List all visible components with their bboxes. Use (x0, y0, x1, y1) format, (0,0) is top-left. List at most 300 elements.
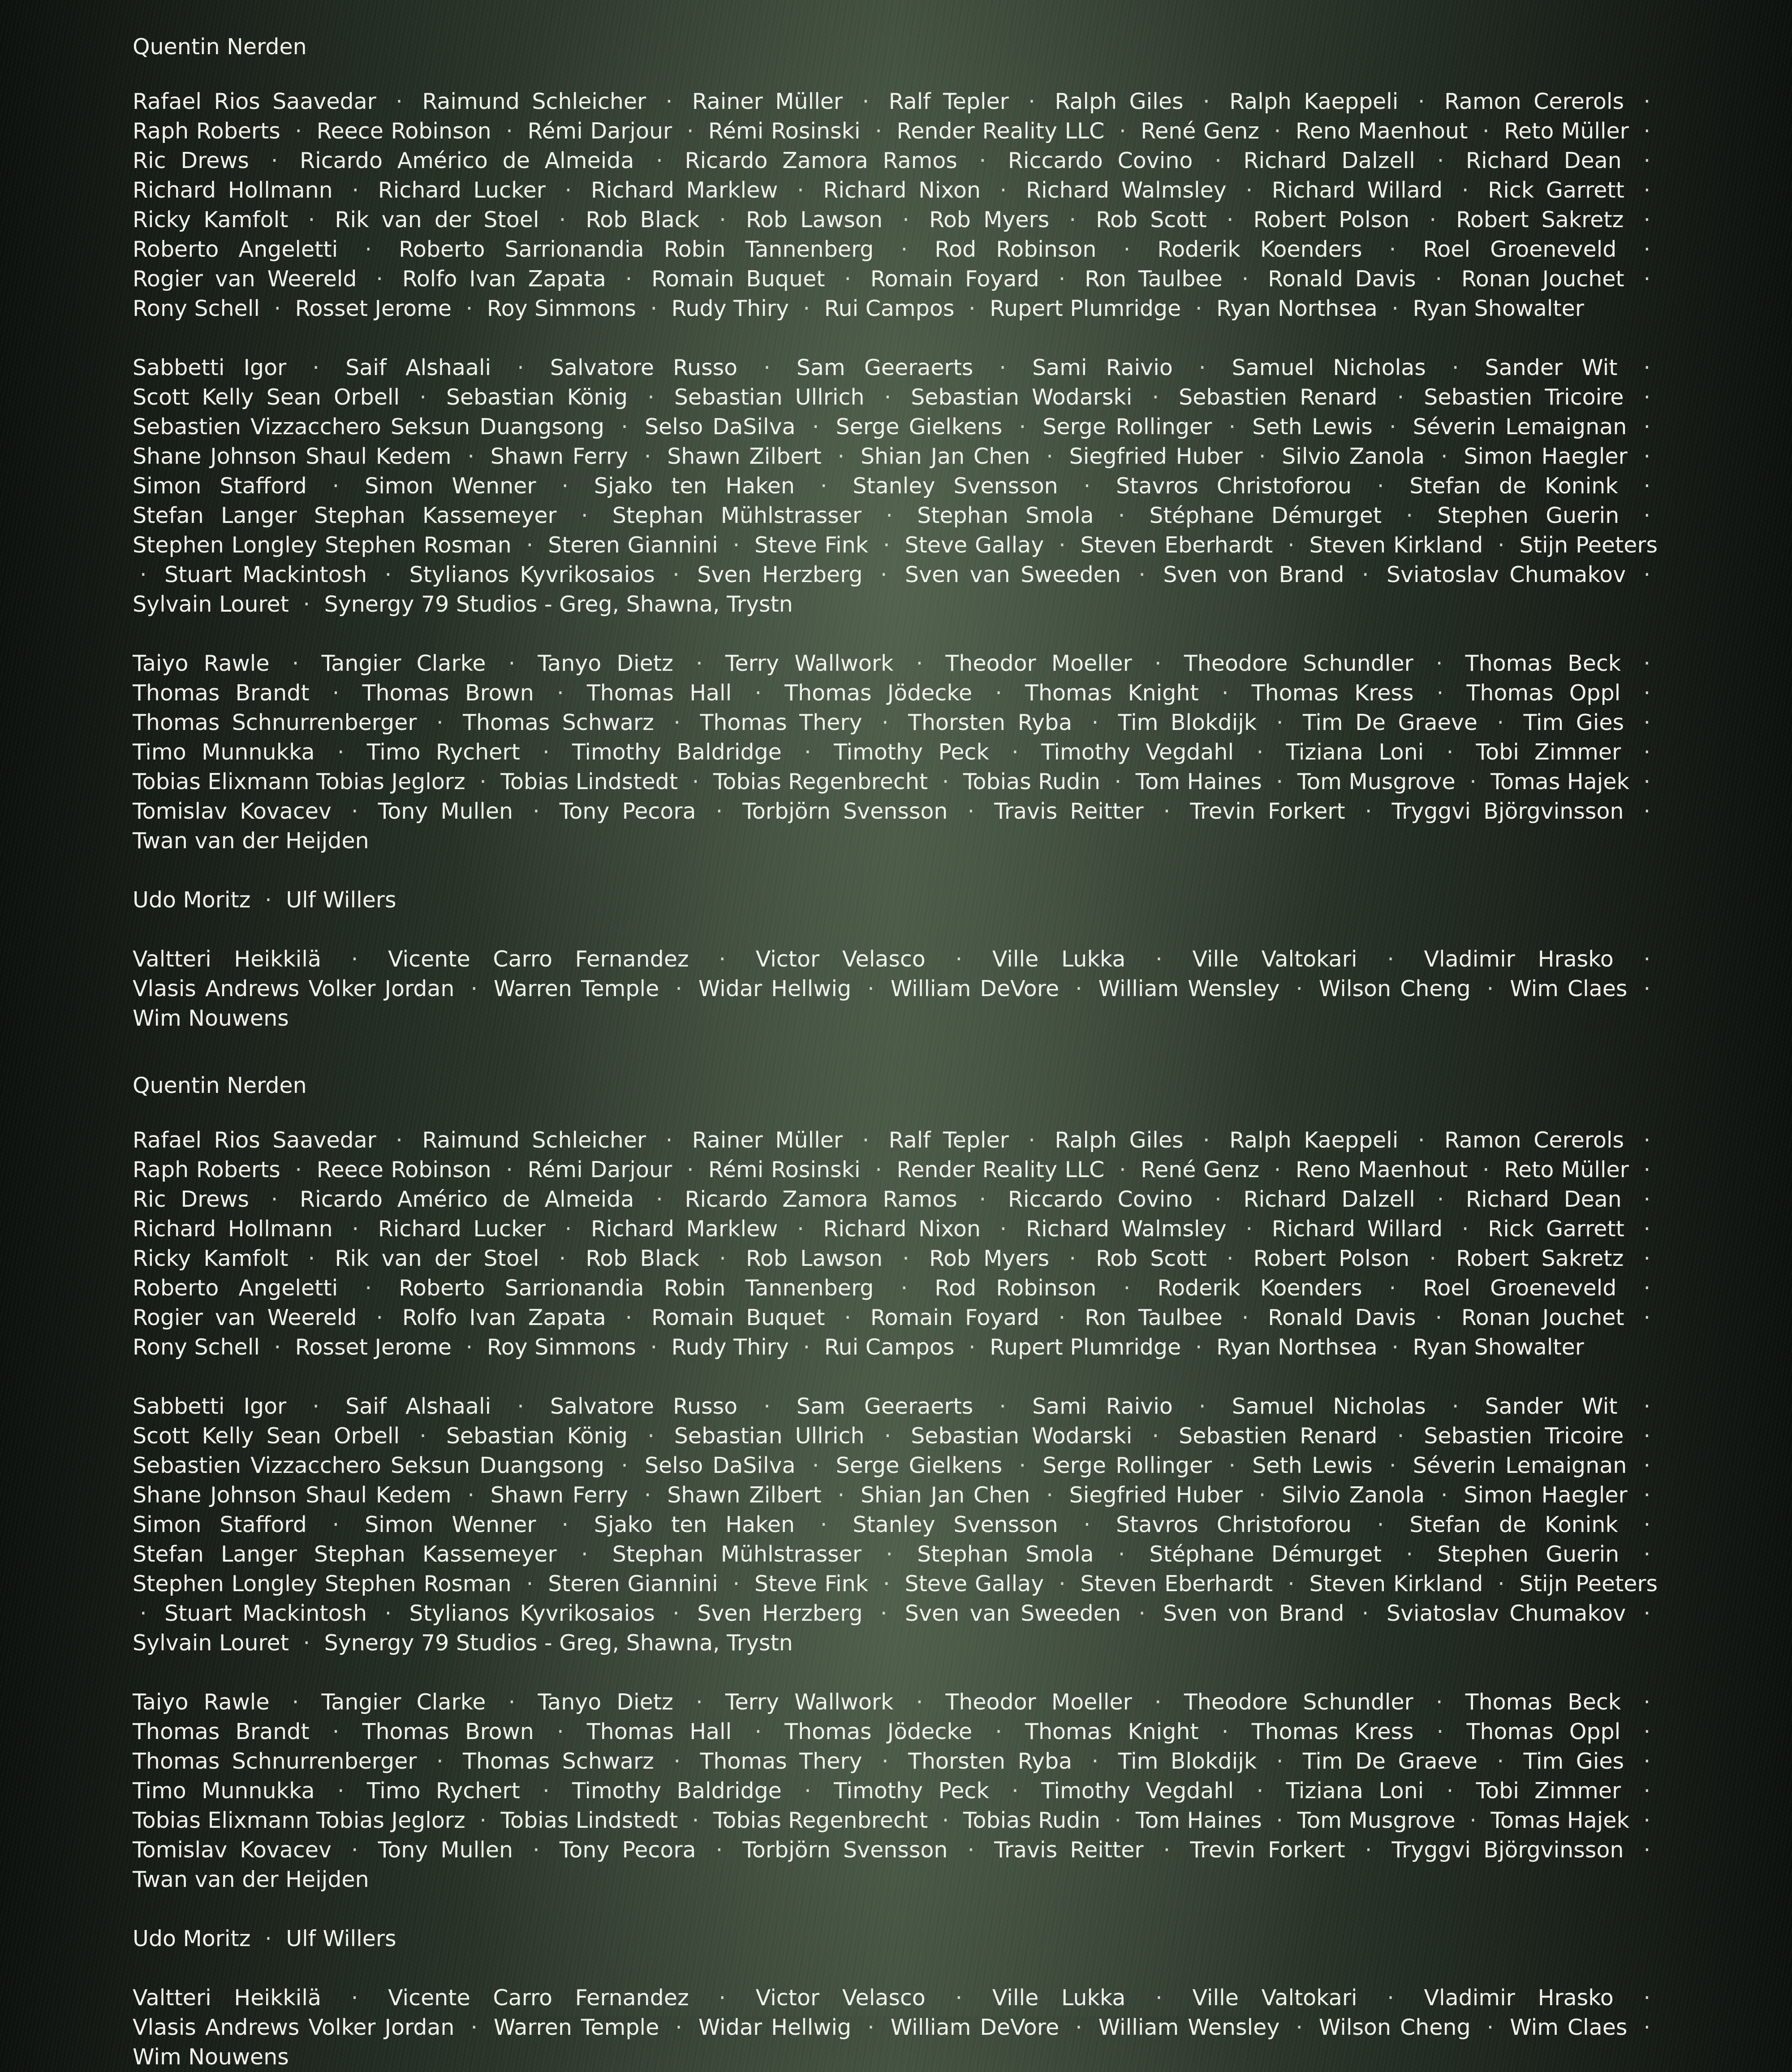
credit-name: Reece Robinson (316, 1157, 491, 1183)
name-separator: · (862, 89, 870, 114)
name-separator: · (672, 1601, 680, 1626)
credit-name: Rui Campos (824, 1334, 955, 1360)
letter-group (133, 1126, 1658, 1362)
name-separator: · (1119, 1157, 1126, 1183)
credit-name: Sebastien Vizzacchero Seksun Duangsong (133, 414, 605, 440)
name-separator: · (1069, 1246, 1076, 1271)
name-separator: · (1138, 562, 1146, 587)
credit-name: Steven Kirkland (1309, 1571, 1483, 1597)
credit-name: Vicente Carro Fernandez (388, 946, 689, 972)
name-separator: · (1643, 946, 1651, 972)
name-separator: · (1643, 1512, 1651, 1537)
credit-name: Torbjörn Svensson (742, 799, 948, 824)
credit-name: Stuart Mackintosh (164, 1601, 367, 1626)
name-separator: · (692, 769, 699, 794)
name-separator: · (292, 1689, 299, 1715)
name-separator: · (886, 503, 893, 528)
name-separator: · (1643, 2015, 1651, 2040)
credit-name: Terry Wallwork (725, 1689, 894, 1715)
credit-name: Stanley Svensson (853, 1512, 1058, 1537)
name-separator: · (820, 1512, 827, 1537)
name-separator: · (1256, 1778, 1264, 1804)
name-separator: · (561, 473, 569, 499)
name-separator: · (719, 207, 726, 233)
name-separator: · (1012, 739, 1019, 765)
credit-name: Rainer Müller (692, 1127, 843, 1153)
credit-name: Robert Sakretz (1456, 207, 1624, 233)
name-separator: · (942, 1808, 949, 1833)
credit-name: Sjako ten Haken (594, 1512, 795, 1537)
name-separator: · (1059, 532, 1066, 558)
name-separator: · (763, 355, 771, 380)
credit-name: Steve Fink (754, 1571, 869, 1597)
name-separator: · (1436, 680, 1444, 706)
credit-name: Roel Groeneveld (1423, 1275, 1617, 1301)
credits-block-1 (133, 32, 1658, 1033)
credits-block-2 (133, 1071, 1658, 2072)
name-separator: · (803, 296, 810, 321)
name-separator: · (692, 1808, 699, 1833)
name-separator: · (715, 1837, 723, 1863)
name-separator: · (384, 1601, 392, 1626)
name-separator: · (337, 1778, 345, 1804)
name-separator: · (564, 1216, 572, 1242)
credit-name: Thomas Knight (1025, 1719, 1199, 1744)
name-separator: · (1221, 1719, 1229, 1744)
name-separator: · (1245, 177, 1253, 203)
credit-name: Tobias Rudin (963, 1808, 1100, 1833)
letter-group (133, 649, 1658, 856)
name-separator: · (1203, 1127, 1210, 1153)
name-separator: · (1406, 503, 1413, 528)
credit-name: Sebastien Vizzacchero Seksun Duangsong (133, 1453, 605, 1478)
name-separator: · (797, 1216, 804, 1242)
name-separator: · (1195, 296, 1202, 321)
name-separator: · (1643, 1689, 1650, 1715)
name-separator: · (1228, 414, 1236, 440)
name-separator: · (673, 710, 681, 735)
name-separator: · (1469, 1808, 1477, 1833)
name-separator: · (1389, 414, 1396, 440)
name-separator: · (1643, 266, 1651, 292)
name-separator: · (351, 1985, 358, 2011)
credit-name: René Genz (1141, 1157, 1259, 1183)
name-separator: · (621, 1453, 628, 1478)
credit-name: Stephen Longley Stephen Rosman (133, 532, 512, 558)
name-separator: · (1152, 384, 1159, 410)
name-separator: · (1643, 177, 1651, 203)
credit-name: Sebastien Renard (1179, 384, 1378, 410)
credit-name: Rafael Rios Saavedar (133, 89, 376, 114)
name-separator: · (719, 1246, 726, 1271)
name-separator: · (508, 651, 516, 676)
name-separator: · (1643, 1187, 1651, 1212)
name-separator: · (804, 739, 811, 765)
credit-name: Ricardo Zamora Ramos (685, 1187, 957, 1212)
credit-name: Scott Kelly Sean Orbell (133, 1423, 400, 1449)
credit-name: Vicente Carro Fernandez (388, 1985, 689, 2011)
name-separator: · (1241, 1305, 1249, 1330)
credit-name: Stefan de Konink (1409, 1512, 1618, 1537)
credit-name: Siegfried Huber (1069, 444, 1243, 469)
credit-name: Tim Gies (1523, 710, 1624, 735)
credit-name: Roberto Angeletti (133, 1275, 338, 1301)
name-separator: · (419, 1423, 426, 1449)
name-separator: · (1365, 1837, 1372, 1863)
name-separator: · (581, 503, 588, 528)
credit-name: Roel Groeneveld (1423, 237, 1617, 262)
name-separator: · (1643, 1808, 1650, 1833)
name-separator: · (1435, 266, 1443, 292)
name-separator: · (396, 1127, 403, 1153)
credit-name: Timothy Vegdahl (1041, 1778, 1234, 1804)
credit-name: Rosset Jerome (295, 1334, 452, 1360)
name-separator: · (995, 680, 1002, 706)
credit-name: Rod Robinson (935, 237, 1097, 262)
name-separator: · (647, 384, 655, 410)
credit-name: Thomas Brandt (133, 680, 310, 706)
credit-name: Taiyo Rawle (133, 1689, 270, 1715)
name-separator: · (1046, 1482, 1053, 1508)
name-separator: · (1469, 769, 1477, 794)
name-separator: · (1069, 207, 1076, 233)
name-separator: · (942, 769, 949, 794)
credit-name: Reece Robinson (316, 118, 491, 144)
credit-name: Rupert Plumridge (990, 296, 1181, 321)
credit-name: Rémi Rosinski (708, 118, 861, 144)
name-separator: · (916, 651, 923, 676)
credit-name: Wim Nouwens (133, 1006, 289, 1031)
credit-name: Tobias Lindstedt (500, 769, 678, 794)
name-separator: · (884, 1423, 892, 1449)
name-separator: · (1241, 266, 1249, 292)
credit-name: Sebastian König (446, 384, 628, 410)
name-separator: · (1114, 769, 1122, 794)
name-separator: · (886, 1541, 893, 1567)
name-separator: · (1643, 1305, 1651, 1330)
name-separator: · (883, 532, 890, 558)
credit-name: Steven Kirkland (1309, 532, 1483, 558)
credit-name: Shawn Zilbert (667, 444, 822, 469)
credit-name: Stijn Peeters (1519, 1571, 1658, 1597)
name-separator: · (1215, 1187, 1222, 1212)
credit-name: Terry Wallwork (725, 651, 894, 676)
credit-name: Salvatore Russo (550, 1394, 738, 1419)
name-separator: · (883, 1571, 890, 1597)
credit-name: Richard Marklew (590, 177, 778, 203)
credit-name: Rémi Darjour (527, 1157, 672, 1183)
credit-name: Stijn Peeters (1519, 532, 1658, 558)
credit-name: Raph Roberts (133, 1157, 280, 1183)
credit-name: Stefan de Konink (1409, 473, 1618, 499)
credit-name: Sander Wit (1485, 1394, 1618, 1419)
name-separator: · (837, 444, 845, 469)
credit-name: Richard Lucker (378, 1216, 546, 1242)
credit-name: Vladimir Hrasko (1424, 1985, 1614, 2011)
credit-name: Thomas Beck (1465, 651, 1621, 676)
name-separator: · (1288, 1571, 1295, 1597)
credit-name: Rob Black (586, 1246, 700, 1271)
name-separator: · (312, 355, 319, 380)
credit-name: Tomislav Kovacev (133, 799, 332, 824)
credit-name: Rui Campos (824, 296, 955, 321)
letter-group (133, 87, 1658, 324)
credit-name: Ville Lukka (992, 1985, 1126, 2011)
credit-name: Rony Schell (133, 296, 260, 321)
credit-name: Tomas Hajek (1490, 769, 1629, 794)
credit-name: Siegfried Huber (1069, 1482, 1243, 1508)
credit-name: Romain Buquet (651, 266, 825, 292)
name-separator: · (1114, 1808, 1122, 1833)
credit-name: Stephan Mühlstrasser (612, 503, 862, 528)
name-separator: · (1019, 414, 1026, 440)
name-separator: · (1391, 296, 1399, 321)
credit-name: Tim De Graeve (1302, 710, 1478, 735)
name-separator: · (650, 296, 658, 321)
credit-name: Stephen Guerin (1437, 503, 1620, 528)
credit-name: Rik van der Stoel (335, 1246, 539, 1271)
name-separator: · (479, 1808, 487, 1833)
credit-name: Trevin Forkert (1190, 1837, 1345, 1863)
credit-name: Udo Moritz (133, 1926, 251, 1951)
credit-name: Roderik Koenders (1157, 237, 1362, 262)
credit-name: Rainer Müller (692, 89, 843, 114)
credit-name: Tobias Regenbrecht (713, 769, 928, 794)
credit-name: Ron Taulbee (1085, 266, 1223, 292)
name-separator: · (1643, 1985, 1651, 2011)
name-separator: · (1387, 946, 1394, 972)
credit-name: Robert Sakretz (1456, 1246, 1624, 1271)
name-separator: · (1643, 680, 1651, 706)
credit-name: Richard Willard (1271, 1216, 1443, 1242)
credit-name: Tanyo Dietz (538, 651, 673, 676)
credit-name: Richard Walmsley (1025, 177, 1227, 203)
name-separator: · (1391, 1334, 1399, 1360)
credit-name: Rob Scott (1096, 207, 1207, 233)
credit-name: Rolfo Ivan Zapata (402, 1305, 606, 1330)
credits-heading: Quentin Nerden (133, 34, 307, 60)
name-separator: · (1643, 1601, 1651, 1626)
name-separator: · (1075, 976, 1082, 1001)
credit-name: René Genz (1141, 118, 1259, 144)
letter-group (133, 945, 1658, 1033)
name-separator: · (999, 1394, 1006, 1419)
letter-groups (133, 87, 1658, 1033)
credit-name: Theodor Moeller (945, 651, 1132, 676)
credit-name: Tryggvi Björgvinsson (1391, 799, 1624, 824)
name-separator: · (644, 1482, 651, 1508)
name-separator: · (556, 680, 564, 706)
credit-name: Warren Temple (494, 2015, 659, 2040)
name-separator: · (465, 1334, 473, 1360)
name-separator: · (1389, 1275, 1396, 1301)
letter-group (133, 1688, 1658, 1895)
credits-blocks (133, 32, 1658, 2072)
name-separator: · (875, 118, 882, 144)
name-separator: · (812, 414, 819, 440)
credit-name: Sebastian König (446, 1423, 628, 1449)
credit-name: Stefan Langer Stephan Kassemeyer (133, 503, 557, 528)
credit-name: Sam Geeraerts (796, 355, 974, 380)
name-separator: · (804, 1778, 811, 1804)
name-separator: · (271, 148, 278, 173)
credit-name: Widar Hellwig (698, 2015, 852, 2040)
name-separator: · (1482, 118, 1490, 144)
credit-name: Roberto Sarrionandia Robin Tannenberg (399, 237, 874, 262)
name-separator: · (967, 1837, 975, 1863)
name-separator: · (880, 1601, 887, 1626)
name-separator: · (1452, 355, 1459, 380)
name-separator: · (1361, 1601, 1369, 1626)
credit-name: Sebastien Tricoire (1424, 1423, 1624, 1449)
credit-name: Tryggvi Björgvinsson (1391, 1837, 1624, 1863)
credit-name: Salvatore Russo (550, 355, 738, 380)
name-separator: · (1643, 1216, 1651, 1242)
name-separator: · (1643, 799, 1651, 824)
credit-name: Timo Rychert (366, 739, 520, 765)
credit-name: Sebastian Ullrich (674, 1423, 865, 1449)
name-separator: · (1397, 384, 1404, 410)
credit-name: Wim Nouwens (133, 2044, 289, 2070)
credit-name: Tobias Elixmann Tobias Jeglorz (133, 1808, 465, 1833)
name-separator: · (303, 591, 310, 617)
credit-name: Tiziana Loni (1286, 739, 1424, 765)
credit-name: Rogier van Weereld (133, 266, 357, 292)
name-separator: · (686, 118, 694, 144)
name-separator: · (1119, 118, 1126, 144)
name-separator: · (812, 1453, 819, 1478)
name-separator: · (732, 532, 740, 558)
name-separator: · (867, 976, 874, 1001)
credit-name: Sander Wit (1485, 355, 1618, 380)
credit-name: Ronan Jouchet (1461, 266, 1624, 292)
name-separator: · (1497, 710, 1504, 735)
name-separator: · (351, 1837, 358, 1863)
credit-name: Tom Musgrove (1297, 1808, 1456, 1833)
credit-name: Richard Dalzell (1243, 148, 1415, 173)
name-separator: · (508, 1689, 516, 1715)
name-separator: · (1274, 118, 1281, 144)
name-separator: · (1643, 444, 1651, 469)
name-separator: · (1083, 473, 1091, 499)
letter-group (133, 353, 1658, 619)
name-separator: · (1452, 1394, 1459, 1419)
name-separator: · (1012, 1778, 1019, 1804)
credits-heading: Quentin Nerden (133, 1073, 307, 1098)
name-separator: · (479, 769, 487, 794)
name-separator: · (1091, 1748, 1099, 1774)
name-separator: · (625, 266, 633, 292)
credit-name: Tanyo Dietz (538, 1689, 673, 1715)
name-separator: · (376, 1305, 383, 1330)
credit-name: Ryan Northsea (1216, 296, 1378, 321)
name-separator: · (902, 207, 909, 233)
credit-name: Steren Giannini (548, 532, 718, 558)
credit-name: Raph Roberts (133, 118, 280, 144)
name-separator: · (1437, 148, 1444, 173)
credit-name: Simon Haegler (1464, 444, 1628, 469)
name-separator: · (1028, 1127, 1035, 1153)
name-separator: · (686, 1157, 694, 1183)
name-separator: · (1276, 710, 1284, 735)
name-separator: · (1643, 503, 1651, 528)
credit-name: Raimund Schleicher (422, 1127, 646, 1153)
credit-name: Shane Johnson Shaul Kedem (133, 1482, 452, 1508)
credit-name: Shian Jan Chen (860, 1482, 1030, 1508)
name-separator: · (352, 1216, 359, 1242)
name-separator: · (1486, 2015, 1494, 2040)
name-separator: · (295, 1157, 302, 1183)
credit-name: Richard Dean (1465, 1187, 1622, 1212)
credit-name: Roberto Sarrionandia Robin Tannenberg (399, 1275, 874, 1301)
credit-name: Reno Maenhout (1295, 118, 1468, 144)
name-separator: · (1203, 89, 1210, 114)
credit-name: Rob Scott (1096, 1246, 1207, 1271)
credit-name: Thomas Knight (1025, 680, 1199, 706)
name-separator: · (1123, 237, 1131, 262)
credit-name: Valtteri Heikkilä (133, 946, 322, 972)
credit-name: Ralph Kaeppeli (1229, 89, 1399, 114)
credit-name: Romain Foyard (870, 1305, 1039, 1330)
name-separator: · (1221, 680, 1229, 706)
credit-name: Romain Foyard (870, 266, 1039, 292)
name-separator: · (656, 148, 663, 173)
name-separator: · (1461, 177, 1469, 203)
name-separator: · (1258, 1482, 1266, 1508)
name-separator: · (1091, 710, 1099, 735)
name-separator: · (1482, 1157, 1490, 1183)
name-separator: · (1643, 1748, 1651, 1774)
credit-name: Synergy 79 Studios - Greg, Shawna, Trystn (324, 1630, 793, 1656)
credit-name: Thorsten Ryba (908, 1748, 1073, 1774)
credit-name: Thomas Beck (1465, 1689, 1621, 1715)
credit-name: Riccardo Covino (1008, 1187, 1193, 1212)
credit-name: Richard Dean (1465, 148, 1622, 173)
name-separator: · (1046, 444, 1053, 469)
credit-name: Sven Herzberg (697, 562, 863, 587)
credit-name: Stéphane Démurget (1149, 503, 1382, 528)
credit-name: Rob Lawson (746, 1246, 883, 1271)
credit-name: Tobias Regenbrecht (713, 1808, 928, 1833)
credit-name: Stylianos Kyvrikosaios (409, 1601, 655, 1626)
name-separator: · (1276, 769, 1283, 794)
name-separator: · (506, 118, 513, 144)
credit-name: Sylvain Louret (133, 1630, 289, 1656)
name-separator: · (303, 1630, 310, 1656)
credit-name: Rupert Plumridge (990, 1334, 1181, 1360)
name-separator: · (1389, 237, 1396, 262)
name-separator: · (365, 237, 372, 262)
credit-name: Victor Velasco (755, 1985, 926, 2011)
name-separator: · (140, 562, 147, 587)
credit-name: Render Reality LLC (896, 1157, 1105, 1183)
name-separator: · (1377, 1512, 1384, 1537)
credit-name: Sami Raivio (1032, 1394, 1173, 1419)
name-separator: · (979, 148, 986, 173)
name-separator: · (867, 2015, 874, 2040)
credit-name: Serge Rollinger (1042, 414, 1212, 440)
credit-name: Ronald Davis (1268, 266, 1416, 292)
name-separator: · (1643, 1275, 1651, 1301)
name-separator: · (1643, 651, 1650, 676)
name-separator: · (1446, 1778, 1454, 1804)
credit-name: Wilson Cheng (1318, 2015, 1471, 2040)
credit-name: Theodore Schundler (1184, 651, 1413, 676)
name-separator: · (384, 562, 392, 587)
credit-name: Rob Myers (929, 1246, 1050, 1271)
credit-name: Richard Walmsley (1025, 1216, 1227, 1242)
name-separator: · (1446, 739, 1454, 765)
